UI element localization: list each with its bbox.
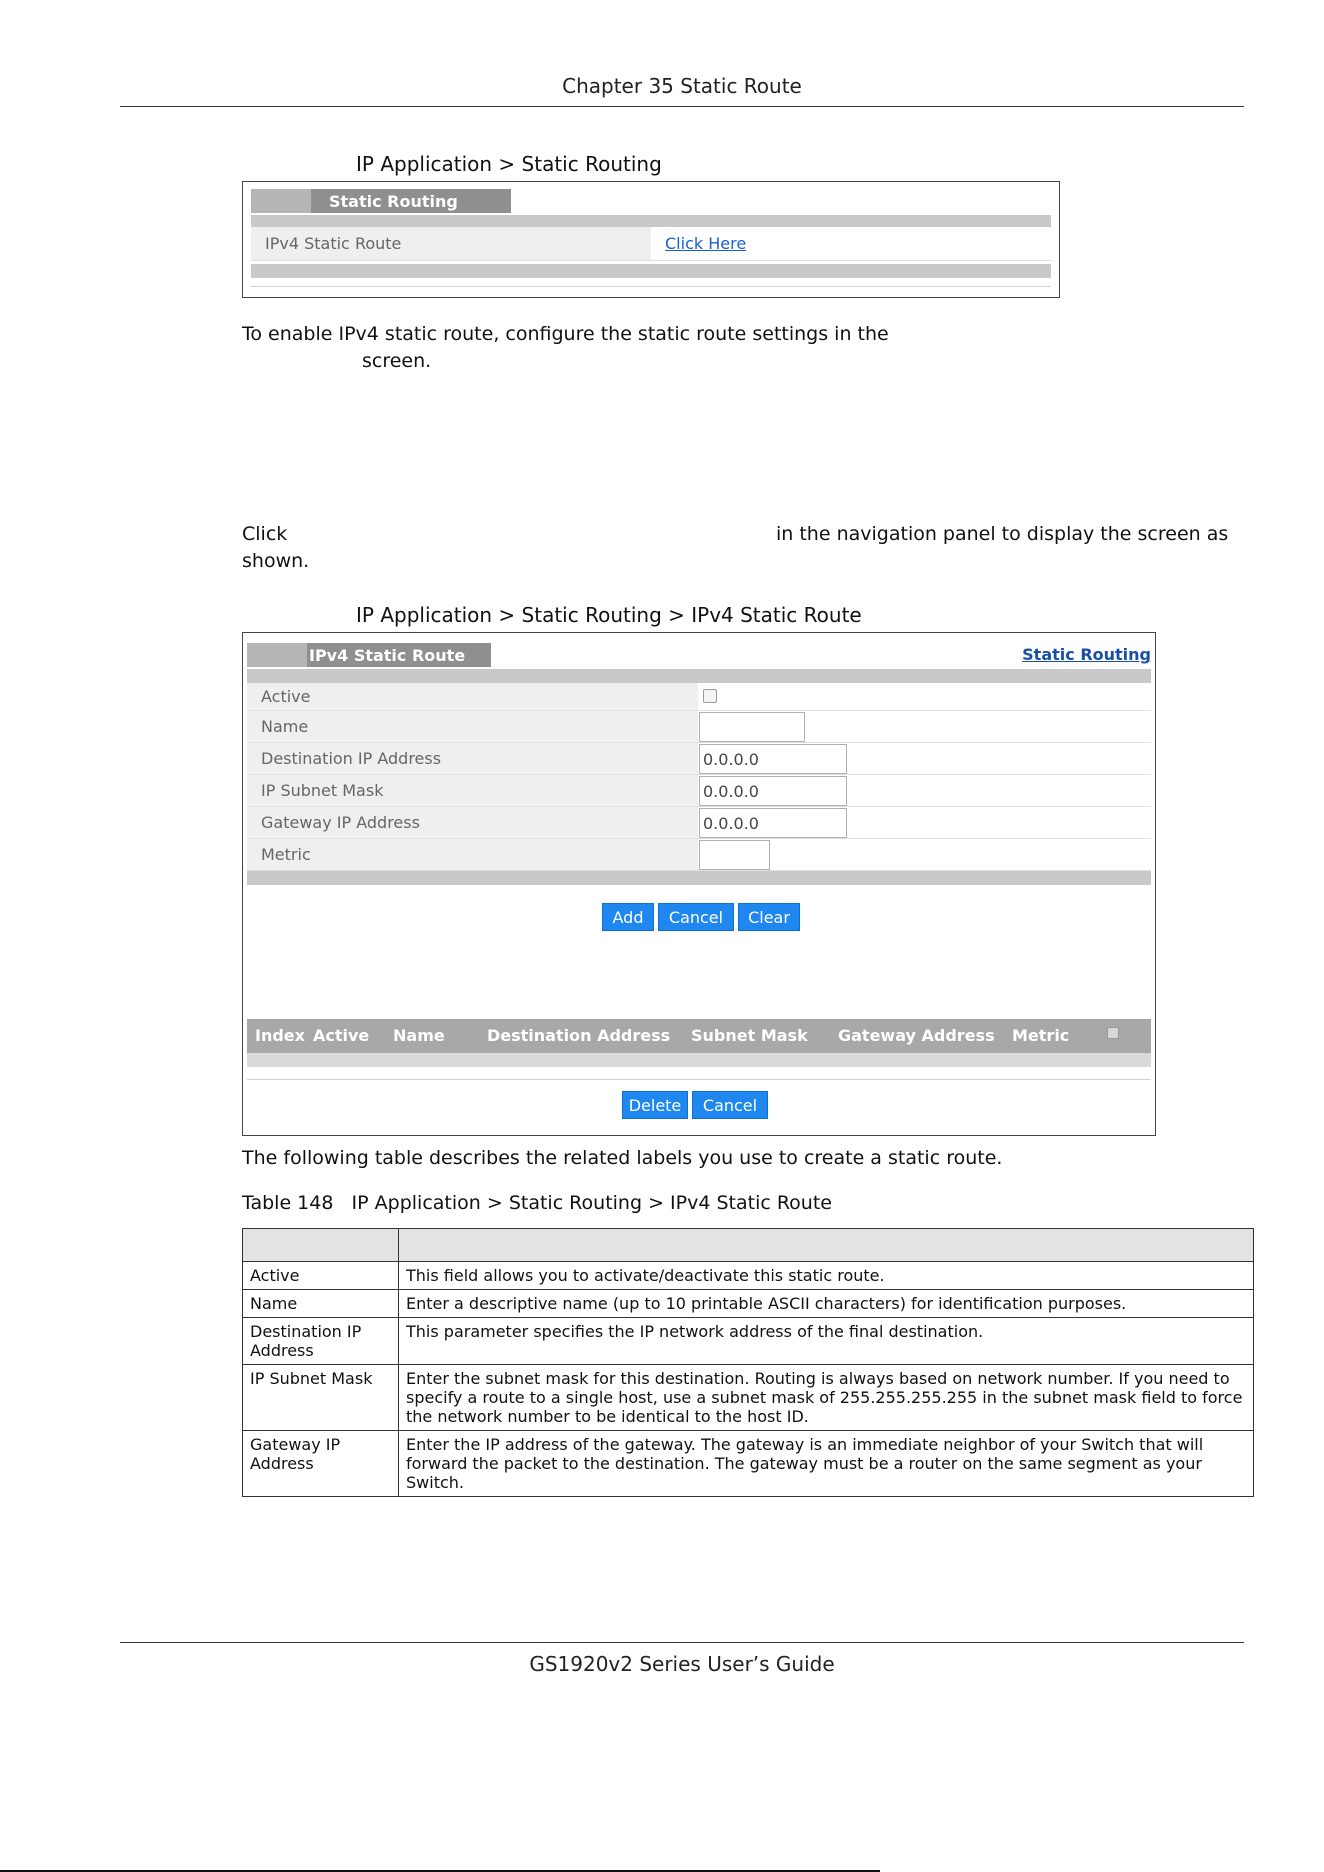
table-row: [243, 1262, 1254, 1290]
row-description: Enter the IP address of the gateway. The gateway is an immediate neighbor of your Switch that will forward the packet to the destination. The gateway must be a router on the same segment as your Switch.: [399, 1431, 1254, 1497]
static-routing-link[interactable]: Static Routing: [1022, 645, 1151, 664]
name-label: Name: [247, 711, 698, 743]
table-row: [243, 1431, 1254, 1497]
click-here-link[interactable]: Click Here: [665, 234, 747, 253]
row-label: Gateway IP Address: [243, 1431, 399, 1497]
chapter-header: Chapter 35 Static Route: [562, 74, 802, 98]
delete-button[interactable]: Delete: [622, 1091, 688, 1119]
metric-label: Metric: [247, 839, 698, 871]
header-subnet-mask: Subnet Mask: [691, 1026, 808, 1045]
paragraph-click-cont: shown.: [242, 550, 310, 572]
ipv4-static-route-screenshot: [242, 632, 1156, 1136]
row-label: IP Subnet Mask: [243, 1365, 399, 1431]
row-label: Name: [243, 1290, 399, 1318]
row-label: Active: [243, 1262, 399, 1290]
clear-button[interactable]: Clear: [738, 903, 800, 931]
row-description: Enter a descriptive name (up to 10 printable ASCII characters) for identification purposes.: [399, 1290, 1254, 1318]
row-label: Destination IP Address: [243, 1318, 399, 1365]
paragraph-enable-route-cont: screen.: [362, 350, 432, 372]
table-row: [243, 1365, 1254, 1431]
metric-field[interactable]: [699, 840, 770, 870]
paragraph-click-rest: in the navigation panel to display the screen as: [776, 523, 1229, 545]
static-routing-title: Static Routing: [311, 189, 511, 213]
subnet-mask-label: IP Subnet Mask: [247, 775, 698, 807]
header-gateway-address: Gateway Address: [838, 1026, 995, 1045]
paragraph-table-intro: The following table describes the related labels you use to create a static route.: [242, 1147, 1003, 1169]
table-row: [243, 1290, 1254, 1318]
select-all-checkbox[interactable]: [1107, 1027, 1119, 1039]
ipv4-static-route-title: IPv4 Static Route: [307, 643, 491, 667]
footer-rule: [120, 1642, 1244, 1643]
table-cancel-button[interactable]: Cancel: [692, 1091, 768, 1119]
name-field[interactable]: [699, 712, 805, 742]
header-metric: Metric: [1012, 1026, 1070, 1045]
header-index: Index: [255, 1026, 305, 1045]
gateway-ip-field[interactable]: 0.0.0.0: [699, 808, 847, 838]
ipv4-static-route-label: IPv4 Static Route: [251, 227, 651, 261]
footer-guide-title: GS1920v2 Series User’s Guide: [529, 1652, 835, 1676]
cancel-button[interactable]: Cancel: [658, 903, 734, 931]
table148-caption: Table 148 IP Application > Static Routing > IPv4 Static Route: [242, 1192, 832, 1214]
table-row: [243, 1318, 1254, 1365]
header-destination-address: Destination Address: [487, 1026, 671, 1045]
destination-ip-label: Destination IP Address: [247, 743, 698, 775]
paragraph-click: Click: [242, 523, 288, 545]
subnet-mask-field[interactable]: 0.0.0.0: [699, 776, 847, 806]
table-header-row: [243, 1229, 1254, 1262]
row-description: This field allows you to activate/deactivate this static route.: [399, 1262, 1254, 1290]
gateway-ip-label: Gateway IP Address: [247, 807, 698, 839]
active-label: Active: [247, 683, 698, 711]
figure2-caption: IP Application > Static Routing > IPv4 Static Route: [356, 603, 862, 627]
static-routing-screenshot: [242, 181, 1060, 298]
header-name: Name: [393, 1026, 445, 1045]
header-rule: [120, 106, 1244, 107]
row-description: Enter the subnet mask for this destination. Routing is always based on network number. If you need to specify a route to a single host, use a subnet mask of 255.255.255.255 in the subnet mask field to force the network number to be identical to the host ID.: [399, 1365, 1254, 1431]
active-checkbox[interactable]: [703, 689, 717, 703]
add-button[interactable]: Add: [602, 903, 654, 931]
paragraph-enable-route: To enable IPv4 static route, configure the static route settings in the: [242, 323, 889, 345]
row-description: This parameter specifies the IP network address of the final destination.: [399, 1318, 1254, 1365]
destination-ip-field[interactable]: 0.0.0.0: [699, 744, 847, 774]
description-table: [242, 1228, 1254, 1497]
header-active: Active: [313, 1026, 370, 1045]
figure1-caption: IP Application > Static Routing: [356, 152, 662, 176]
route-table-header: [247, 1019, 1151, 1053]
